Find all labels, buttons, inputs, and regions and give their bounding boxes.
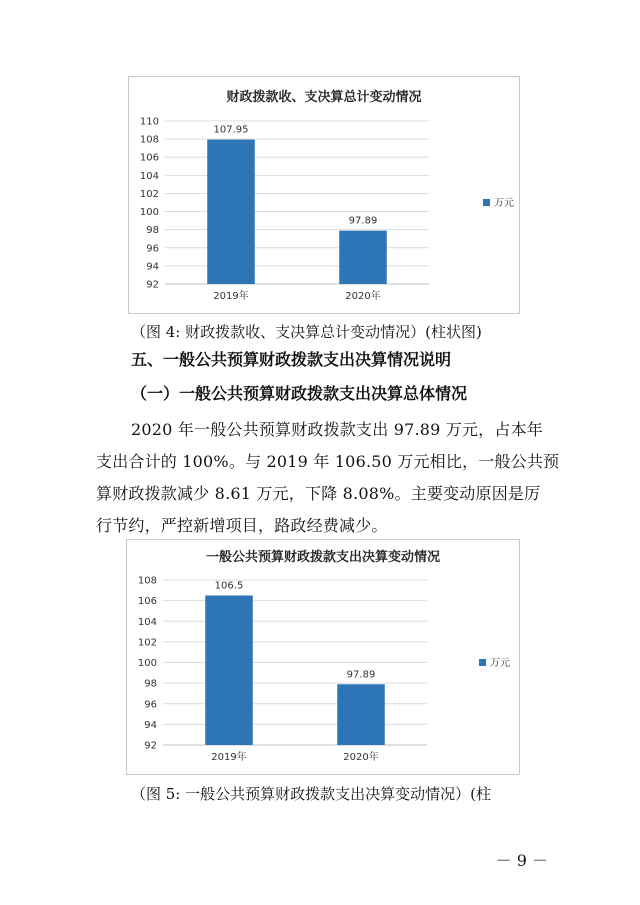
y-tick-label: 102 — [139, 188, 159, 200]
subsection-heading-1: （一）一般公共预算财政拨款支出决算总体情况 — [131, 384, 468, 403]
y-tick-label: 108 — [137, 575, 157, 587]
y-tick-label: 108 — [139, 134, 159, 146]
y-tick-label: 98 — [144, 678, 157, 690]
y-tick-label: 100 — [137, 658, 157, 669]
legend-swatch — [483, 199, 490, 206]
legend-swatch — [479, 659, 486, 666]
y-tick-label: 106 — [137, 596, 157, 608]
data-label: 107.95 — [213, 124, 249, 136]
legend-label: 万元 — [494, 198, 514, 209]
paragraph-line-2: 支出合计的 100%。与 2019 年 106.50 万元相比，一般公共预 — [96, 452, 560, 471]
y-tick-label: 104 — [139, 170, 159, 182]
chart-financial-total — [128, 76, 520, 314]
bar — [339, 231, 387, 284]
paragraph-line-1: 2020 年一般公共预算财政拨款支出 97.89 万元，占本年 — [131, 420, 543, 439]
paragraph-line-3: 算财政拨款减少 8.61 万元，下降 8.08%。主要变动原因是厉 — [96, 484, 541, 503]
figure-5-caption: （图 5: 一般公共预算财政拨款支出决算变动情况）(柱 — [131, 785, 491, 803]
legend-label: 万元 — [490, 658, 510, 669]
x-tick-label: 2020年 — [345, 291, 381, 302]
y-tick-label: 92 — [144, 740, 157, 752]
paragraph-line-4: 行节约，严控新增项目，路政经费减少。 — [96, 516, 388, 535]
y-tick-label: 98 — [146, 225, 159, 237]
section-heading-5: 五、一般公共预算财政拨款支出决算情况说明 — [131, 350, 452, 369]
y-tick-label: 100 — [139, 207, 159, 219]
y-tick-label: 94 — [146, 261, 159, 273]
y-tick-label: 92 — [146, 279, 159, 291]
y-tick-label: 110 — [139, 116, 159, 128]
chart-general-budget-svg — [127, 540, 519, 774]
data-label: 97.89 — [346, 669, 376, 681]
x-tick-label: 2019年 — [211, 752, 247, 763]
bar — [205, 595, 253, 745]
data-label: 106.5 — [214, 580, 244, 592]
bar — [337, 684, 385, 745]
chart-general-budget — [126, 539, 520, 775]
y-tick-label: 96 — [146, 243, 159, 255]
y-tick-label: 102 — [137, 637, 157, 649]
figure-4-caption: （图 4: 财政拨款收、支决算总计变动情况）(柱状图) — [131, 323, 482, 341]
y-tick-label: 104 — [137, 616, 157, 628]
page-number: － 9 － — [495, 851, 548, 870]
x-tick-label: 2020年 — [343, 752, 379, 763]
y-tick-label: 94 — [144, 719, 157, 731]
y-tick-label: 106 — [139, 152, 159, 164]
bar — [207, 140, 255, 284]
data-label: 97.89 — [348, 215, 378, 227]
x-tick-label: 2019年 — [213, 291, 249, 302]
y-tick-label: 96 — [144, 699, 157, 711]
chart-title: 财政拨款收、支决算总计变动情况 — [226, 90, 422, 105]
chart-title: 一般公共预算财政拨款支出决算变动情况 — [205, 550, 441, 565]
chart-financial-total-svg — [129, 77, 519, 313]
